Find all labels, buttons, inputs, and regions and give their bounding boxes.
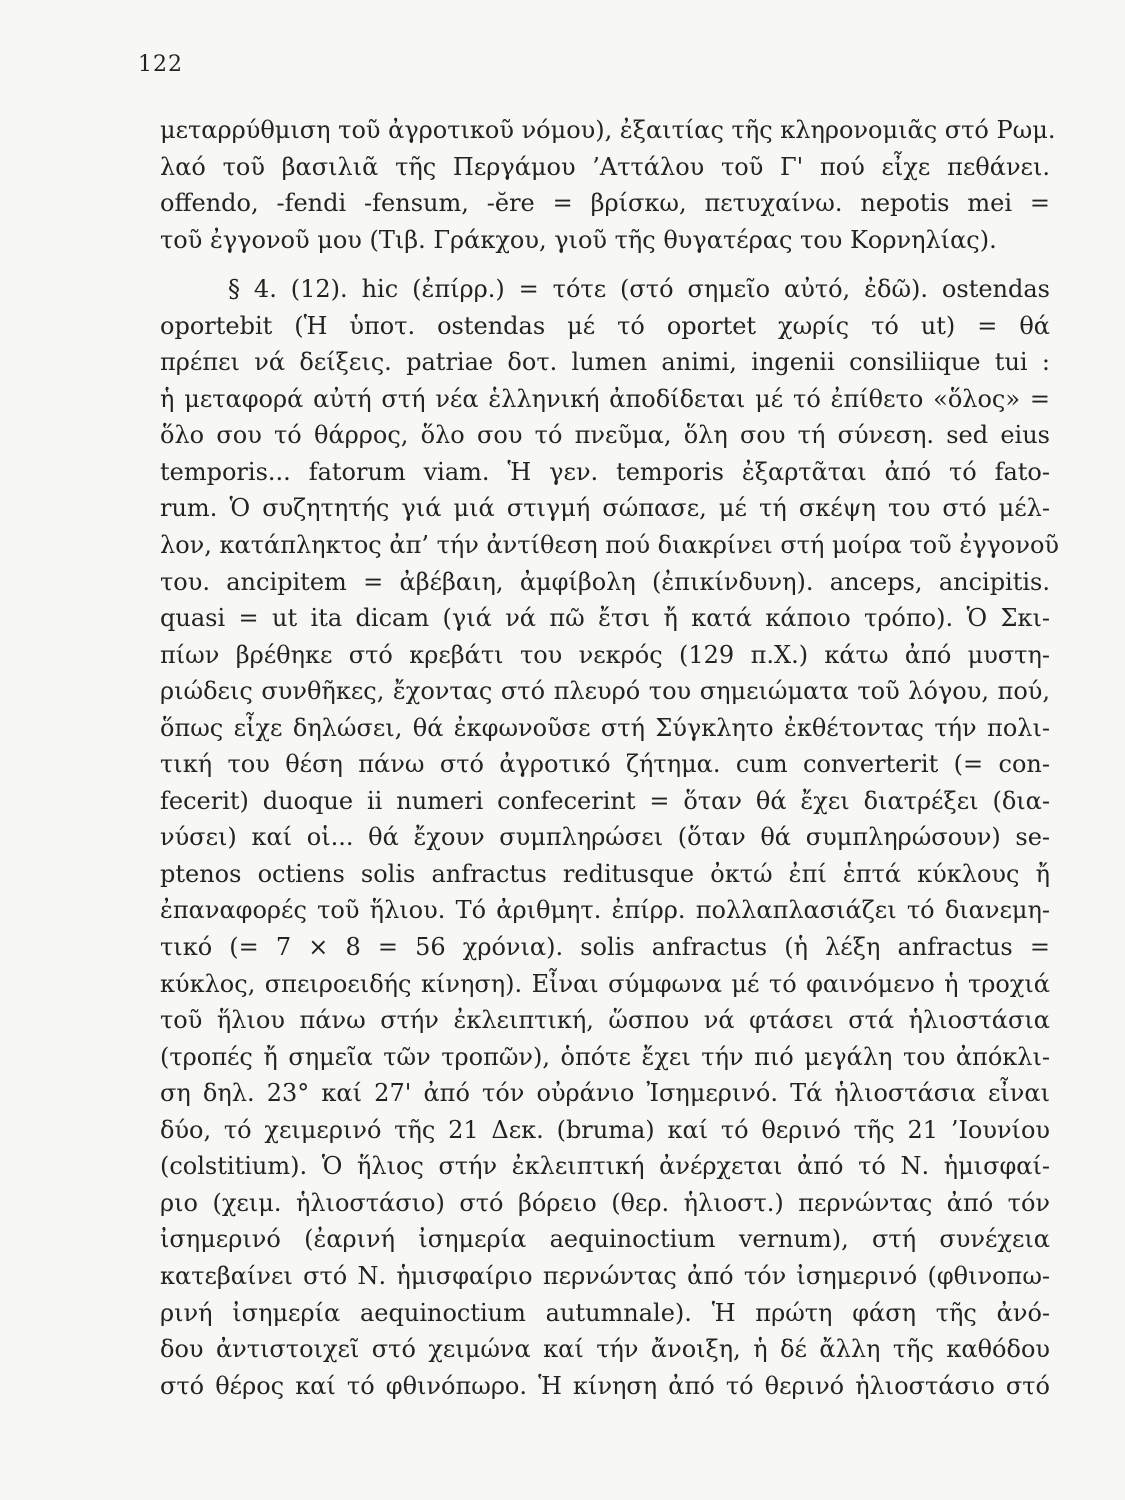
- paragraph-2: [160, 271, 1059, 1404]
- text-line: quasi = ut ita dicam (γιά νά πῶ ἔτσι ἤ κατά κάποιο τρόπο). Ὁ Σκι-: [160, 604, 1050, 633]
- text-line: ἐπαναφορές τοῦ ἥλιου. Τό ἀριθμητ. ἐπίρρ. πολλαπλασιάζει τό διανεμη-: [160, 896, 1050, 925]
- text-line: ptenos octiens solis anfractus reditusque ὀκτώ ἐπί ἑπτά κύκλους ἤ: [160, 859, 1050, 888]
- text-line: τική του θέση πάνω στό ἀγροτικό ζήτημα. cum converterit (= con-: [160, 750, 1050, 779]
- text-line: offendo, -fendi -fensum, -ĕre = βρίσκω, πετυχαίνω. nepotis mei =: [160, 189, 1051, 218]
- text-line: ρινή ἰσημερία aequinoctium autumnale). Ἡ πρώτη φάση τῆς ἀνό-: [160, 1298, 1050, 1327]
- commentary-text: [160, 112, 1059, 1404]
- text-line: § 4. (12). hic (ἐπίρρ.) = τότε (στό σημεῖο αὐτό, ἐδῶ). ostendas: [228, 275, 1050, 304]
- text-line: ση δηλ. 23° καί 27' ἀπό τόν οὐράνιο Ἰσημερινό. Τά ἡλιοστάσια εἶναι: [160, 1079, 1050, 1108]
- text-line: temporis... fatorum viam. Ἡ γεν. temporis ἐξαρτᾶται ἀπό τό fato-: [160, 457, 1050, 486]
- text-line: πίων βρέθηκε στό κρεβάτι του νεκρός (129 π.Χ.) κάτω ἀπό μυστη-: [160, 640, 1050, 669]
- text-line: κατεβαίνει στό Ν. ἡμισφαίριο περνώντας ἀπό τόν ἰσημερινό (φθινοπω-: [160, 1261, 1050, 1290]
- text-line: νύσει) καί οἱ... θά ἔχουν συμπληρώσει (ὅταν θά συμπληρώσουν) se-: [160, 823, 1050, 852]
- text-line: μεταρρύθμιση τοῦ ἀγροτικοῦ νόμου), ἐξαιτίας τῆς κληρονομιᾶς στό Ρωμ.: [160, 116, 1056, 144]
- text-line: ἰσημερινό (ἐαρινή ἰσημερία aequinoctium vernum), στή συνέχεια: [160, 1225, 1050, 1254]
- text-line: λον, κατάπληκτος ἀπ’ τήν ἀντίθεση πού διακρίνει στή μοίρα τοῦ ἐγγονοῦ: [160, 531, 1059, 560]
- text-line: τικό (= 7 × 8 = 56 χρόνια). solis anfractus (ἡ λέξη anfractus =: [160, 933, 1050, 962]
- text-line: oportebit (Ἡ ὑποτ. ostendas μέ τό oportet χωρίς τό ut) = θά: [160, 311, 1050, 340]
- text-line: ριο (χειμ. ἡλιοστάσιο) στό βόρειο (θερ. ἡλιοστ.) περνώντας ἀπό τόν: [160, 1188, 1050, 1217]
- text-line: δου ἀντιστοιχεῖ στό χειμώνα καί τήν ἄνοιξη, ἡ δέ ἄλλη τῆς καθόδου: [160, 1335, 1050, 1364]
- text-line: του. ancipitem = ἀβέβαιη, ἀμφίβολη (ἐπικίνδυνη). anceps, ancipitis.: [160, 567, 1050, 596]
- text-line: rum. Ὁ συζητητής γιά μιά στιγμή σώπασε, μέ τή σκέψη του στό μέλ-: [160, 494, 1050, 523]
- text-line: στό θέρος καί τό φθινόπωρο. Ἡ κίνηση ἀπό τό θερινό ἡλιοστάσιο στό: [160, 1371, 1050, 1400]
- text-line: κύκλος, σπειροειδής κίνηση). Εἶναι σύμφωνα μέ τό φαινόμενο ἡ τροχιά: [160, 969, 1050, 998]
- text-line: λαό τοῦ βασιλιᾶ τῆς Περγάμου ’Αττάλου τοῦ Γ' πού εἶχε πεθάνει.: [160, 152, 1050, 181]
- page-number: 122: [138, 52, 183, 77]
- text-line: δύο, τό χειμερινό τῆς 21 Δεκ. (bruma) καί τό θερινό τῆς 21 ’Ιουνίου: [160, 1115, 1050, 1144]
- text-line: ὅπως εἶχε δηλώσει, θά ἐκφωνοῦσε στή Σύγκλητο ἐκθέτοντας τήν πολι-: [160, 713, 1050, 742]
- text-line: fecerit) duoque ii numeri confecerint = ὅταν θά ἔχει διατρέξει (δια-: [160, 786, 1050, 815]
- text-line: τοῦ ἐγγονοῦ μου (Τιβ. Γράκχου, γιοῦ τῆς θυγατέρας του Κορνηλίας).: [160, 225, 997, 254]
- text-line: ἡ μεταφορά αὐτή στή νέα ἑλληνική ἀποδίδεται μέ τό ἐπίθετο «ὅλος» =: [160, 384, 1050, 413]
- text-line: τοῦ ἥλιου πάνω στήν ἐκλειπτική, ὥσπου νά φτάσει στά ἡλιοστάσια: [160, 1006, 1050, 1035]
- text-line: ὅλο σου τό θάρρος, ὅλο σου τό πνεῦμα, ὅλη σου τή σύνεση. sed eius: [160, 421, 1050, 450]
- text-line: (colstitium). Ὁ ἥλιος στήν ἐκλειπτική ἀνέρχεται ἀπό τό Ν. ἡμισφαί-: [160, 1152, 1050, 1181]
- paragraph-spacer: [160, 258, 1050, 271]
- text-line: (τροπές ἤ σημεῖα τῶν τροπῶν), ὁπότε ἔχει τήν πιό μεγάλη του ἀπόκλι-: [160, 1042, 1050, 1071]
- text-line: ριώδεις συνθῆκες, ἔχοντας στό πλευρό του σημειώματα τοῦ λόγου, πού,: [160, 677, 1050, 706]
- paragraph-1: [160, 112, 1056, 258]
- text-line: πρέπει νά δείξεις. patriae δοτ. lumen animi, ingenii consiliique tui :: [160, 348, 1050, 377]
